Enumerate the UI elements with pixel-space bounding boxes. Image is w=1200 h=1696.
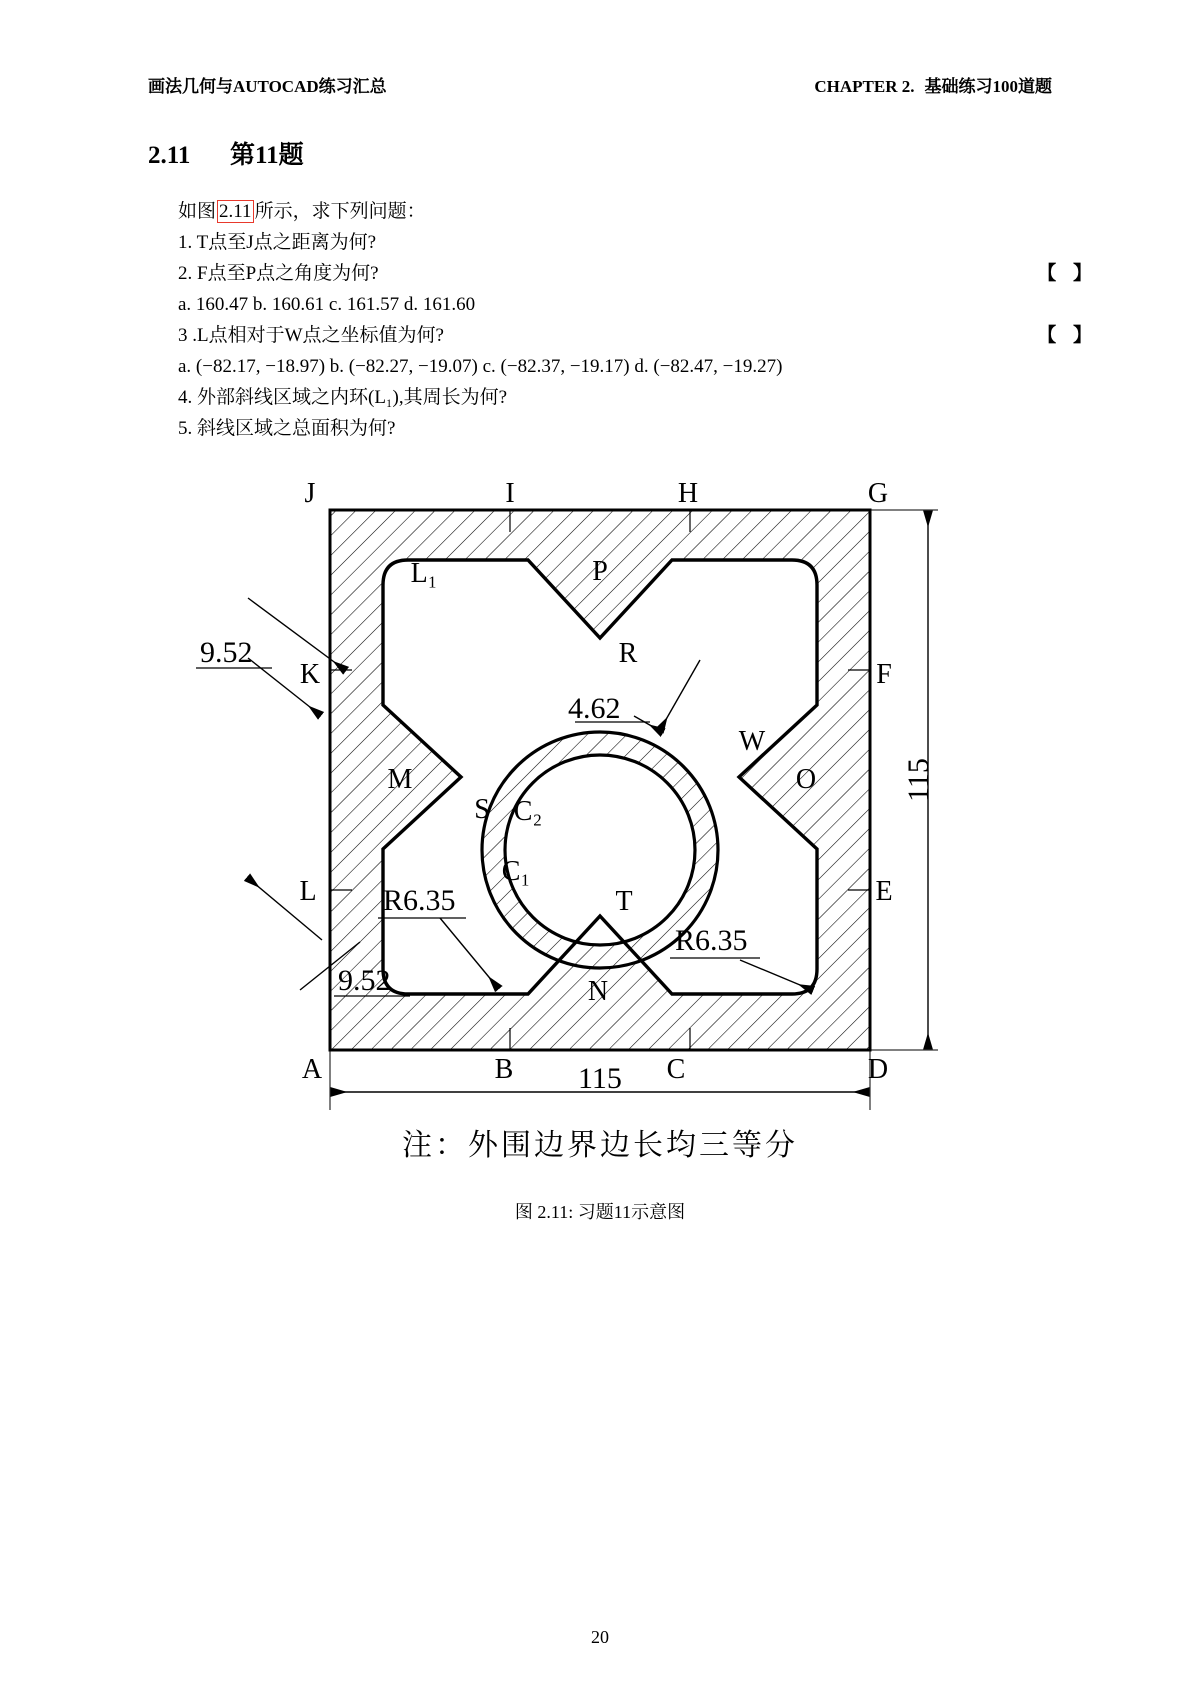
section-heading xyxy=(148,135,304,171)
question-3-text: 3 .L点相对于W点之坐标值为何? xyxy=(178,325,444,346)
intro-line xyxy=(178,196,1058,227)
dim-width-115: 115 xyxy=(578,1062,622,1095)
question-2 xyxy=(178,258,1098,289)
intro-post: 所示，求下列问题： xyxy=(254,201,426,222)
intro-pre: 如图 xyxy=(178,201,217,222)
question-2-options-text: a. 160.47 b. 160.61 c. 161.57 d. 161.60 xyxy=(178,294,476,315)
question-5-text: 5. 斜线区域之总面积为何? xyxy=(178,418,396,439)
label-G: G xyxy=(867,478,889,509)
label-L1: L₁ xyxy=(410,558,438,589)
label-C2: C₂ xyxy=(513,796,543,827)
dim-952-top: 9.52 xyxy=(200,636,253,669)
label-O: O xyxy=(795,764,817,795)
dim-height-115: 115 xyxy=(902,758,935,802)
question-2-options xyxy=(178,289,1058,320)
question-5 xyxy=(178,413,1058,444)
label-C1: C₁ xyxy=(501,856,531,887)
question-3 xyxy=(178,320,1098,351)
running-header xyxy=(148,72,1052,97)
dim-462: 4.62 xyxy=(568,692,621,725)
label-H: H xyxy=(677,478,699,509)
question-1-text: 1. T点至J点之距离为何? xyxy=(178,232,377,253)
figure-caption: 图 2.11: 习题11示意图 xyxy=(514,1202,686,1222)
answer-bracket-3[interactable]: 【 】 xyxy=(1037,325,1098,346)
section-title-text: 第11题 xyxy=(230,142,304,169)
label-N: N xyxy=(587,976,609,1007)
question-1 xyxy=(178,227,1058,258)
figure-reference-link[interactable]: 2.11 xyxy=(219,201,252,222)
header-book-title: 画法几何与AUTOCAD练习汇总 xyxy=(148,77,387,96)
label-L: L xyxy=(299,876,317,907)
label-T: T xyxy=(615,886,633,917)
figure-note: 注：外围边界边长均三等分 xyxy=(402,1129,798,1162)
page-number: 20 xyxy=(591,1627,609,1647)
header-chapter-title: 基础练习100道题 xyxy=(924,77,1052,96)
header-chapter-number: CHAPTER 2. xyxy=(814,77,915,96)
label-I: I xyxy=(505,478,515,509)
label-J: J xyxy=(304,478,316,509)
dim-952-bottom: 9.52 xyxy=(338,964,391,997)
answer-bracket-2[interactable]: 【 】 xyxy=(1037,263,1098,284)
label-W: W xyxy=(738,726,766,757)
section-number: 2.11 xyxy=(148,142,191,169)
label-E: E xyxy=(875,876,893,907)
header-chapter xyxy=(814,72,1052,97)
question-3-options-text: a. (−82.17, −18.97) b. (−82.27, −19.07) c. (−82.37, −19.17) d. (−82.47, −19.27) xyxy=(178,356,783,377)
question-3-options xyxy=(178,351,1058,382)
dim-r635-left: R6.35 xyxy=(383,884,456,917)
label-B: B xyxy=(494,1054,514,1085)
technical-drawing xyxy=(0,470,1200,1130)
label-A: A xyxy=(301,1054,323,1085)
label-C: C xyxy=(666,1054,686,1085)
label-D: D xyxy=(867,1054,889,1085)
dim-r635-right: R6.35 xyxy=(675,924,748,957)
question-4-text: 4. 外部斜线区域之内环(L₁),其周长为何? xyxy=(178,387,508,408)
label-F: F xyxy=(876,659,892,690)
label-P: P xyxy=(592,556,608,587)
question-4 xyxy=(178,382,1058,413)
label-M: M xyxy=(387,764,413,795)
label-R: R xyxy=(618,638,638,669)
question-list xyxy=(178,196,1098,444)
label-K: K xyxy=(299,659,321,690)
question-2-text: 2. F点至P点之角度为何? xyxy=(178,263,379,284)
label-S: S xyxy=(474,794,490,825)
